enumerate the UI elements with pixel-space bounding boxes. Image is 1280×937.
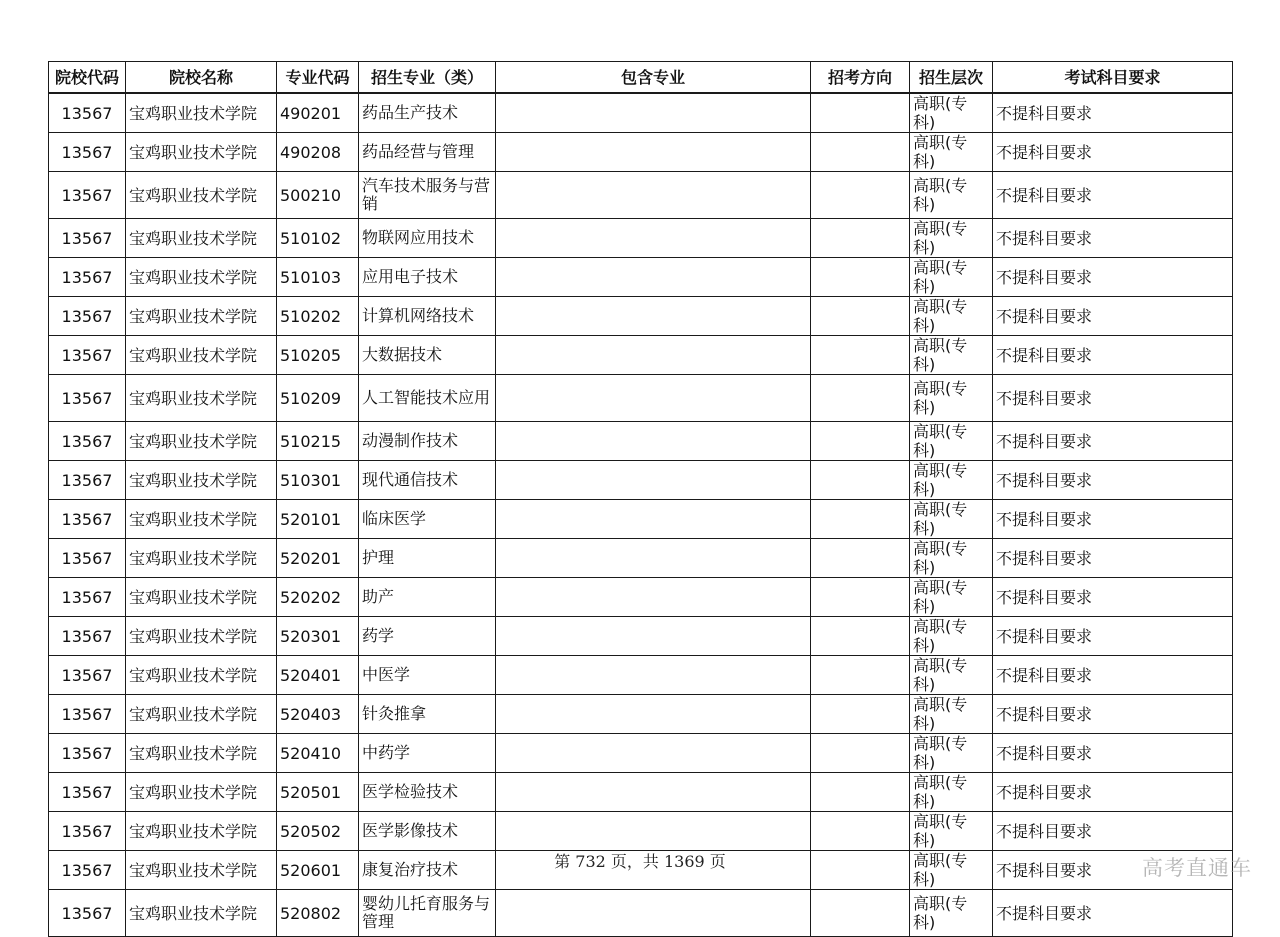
cell-major: 汽车技术服务与营销: [359, 172, 496, 219]
cell-direction: [811, 578, 910, 617]
cell-school-code: 13567: [49, 656, 126, 695]
cell-school-code: 13567: [49, 812, 126, 851]
cell-major: 中药学: [359, 734, 496, 773]
cell-direction: [811, 734, 910, 773]
cell-school-name: 宝鸡职业技术学院: [126, 336, 277, 375]
cell-direction: [811, 812, 910, 851]
cell-requirement: 不提科目要求: [993, 422, 1233, 461]
watermark-logo-text: 高考直通车: [1142, 856, 1252, 880]
cell-level: 高职(专科): [910, 773, 993, 812]
header-direction: 招考方向: [811, 62, 910, 94]
cell-school-code: 13567: [49, 375, 126, 422]
table-row: [49, 297, 1233, 336]
cell-major: 针灸推拿: [359, 695, 496, 734]
cell-included-majors: [496, 617, 811, 656]
cell-school-name: 宝鸡职业技术学院: [126, 812, 277, 851]
cell-major: 计算机网络技术: [359, 297, 496, 336]
cell-school-code: 13567: [49, 890, 126, 937]
header-school-code: 院校代码: [49, 62, 126, 94]
cell-major-code: 510215: [277, 422, 359, 461]
cell-school-name: 宝鸡职业技术学院: [126, 851, 277, 890]
cell-included-majors: [496, 219, 811, 258]
cell-included-majors: [496, 297, 811, 336]
cell-requirement: 不提科目要求: [993, 890, 1233, 937]
cell-requirement: 不提科目要求: [993, 93, 1233, 133]
cell-school-code: 13567: [49, 851, 126, 890]
cell-school-code: 13567: [49, 734, 126, 773]
header-school-name: 院校名称: [126, 62, 277, 94]
cell-requirement: 不提科目要求: [993, 656, 1233, 695]
cell-major-code: 520202: [277, 578, 359, 617]
cell-school-name: 宝鸡职业技术学院: [126, 258, 277, 297]
cell-level: 高职(专科): [910, 734, 993, 773]
cell-school-code: 13567: [49, 461, 126, 500]
cell-major-code: 510301: [277, 461, 359, 500]
table-row: [49, 422, 1233, 461]
cell-major: 药学: [359, 617, 496, 656]
cell-major: 临床医学: [359, 500, 496, 539]
cell-level: 高职(专科): [910, 375, 993, 422]
cell-level: 高职(专科): [910, 578, 993, 617]
cell-level: 高职(专科): [910, 422, 993, 461]
cell-major-code: 510202: [277, 297, 359, 336]
cell-direction: [811, 336, 910, 375]
cell-school-code: 13567: [49, 258, 126, 297]
cell-direction: [811, 773, 910, 812]
cell-level: 高职(专科): [910, 297, 993, 336]
cell-major: 中医学: [359, 656, 496, 695]
cell-requirement: 不提科目要求: [993, 461, 1233, 500]
cell-school-name: 宝鸡职业技术学院: [126, 539, 277, 578]
cell-direction: [811, 375, 910, 422]
cell-requirement: 不提科目要求: [993, 336, 1233, 375]
cell-major: 人工智能技术应用: [359, 375, 496, 422]
cell-school-name: 宝鸡职业技术学院: [126, 422, 277, 461]
cell-school-name: 宝鸡职业技术学院: [126, 375, 277, 422]
cell-major: 现代通信技术: [359, 461, 496, 500]
cell-major-code: 510205: [277, 336, 359, 375]
cell-direction: [811, 461, 910, 500]
cell-included-majors: [496, 812, 811, 851]
cell-level: 高职(专科): [910, 461, 993, 500]
cell-major-code: 510209: [277, 375, 359, 422]
cell-requirement: 不提科目要求: [993, 500, 1233, 539]
cell-direction: [811, 93, 910, 133]
cell-major-code: 520101: [277, 500, 359, 539]
cell-requirement: 不提科目要求: [993, 133, 1233, 172]
cell-school-name: 宝鸡职业技术学院: [126, 461, 277, 500]
cell-included-majors: [496, 773, 811, 812]
cell-level: 高职(专科): [910, 258, 993, 297]
table-row: [49, 258, 1233, 297]
cell-major: 物联网应用技术: [359, 219, 496, 258]
cell-major: 动漫制作技术: [359, 422, 496, 461]
table-row: [49, 812, 1233, 851]
cell-major-code: 520802: [277, 890, 359, 937]
cell-level: 高职(专科): [910, 133, 993, 172]
cell-direction: [811, 617, 910, 656]
cell-major: 药品生产技术: [359, 93, 496, 133]
header-row: [49, 62, 1233, 94]
cell-direction: [811, 890, 910, 937]
table-row: [49, 656, 1233, 695]
cell-school-name: 宝鸡职业技术学院: [126, 133, 277, 172]
cell-school-name: 宝鸡职业技术学院: [126, 890, 277, 937]
cell-school-name: 宝鸡职业技术学院: [126, 93, 277, 133]
cell-requirement: 不提科目要求: [993, 219, 1233, 258]
cell-school-name: 宝鸡职业技术学院: [126, 773, 277, 812]
cell-requirement: 不提科目要求: [993, 297, 1233, 336]
table-header: [49, 62, 1233, 94]
cell-requirement: 不提科目要求: [993, 812, 1233, 851]
cell-requirement: 不提科目要求: [993, 172, 1233, 219]
cell-major-code: 520501: [277, 773, 359, 812]
cell-included-majors: [496, 695, 811, 734]
table-row: [49, 539, 1233, 578]
cell-direction: [811, 656, 910, 695]
table-row: [49, 734, 1233, 773]
cell-level: 高职(专科): [910, 695, 993, 734]
cell-major-code: 520410: [277, 734, 359, 773]
cell-included-majors: [496, 461, 811, 500]
cell-direction: [811, 422, 910, 461]
cell-school-code: 13567: [49, 133, 126, 172]
cell-school-code: 13567: [49, 617, 126, 656]
header-major-code: 专业代码: [277, 62, 359, 94]
table-row: [49, 219, 1233, 258]
cell-requirement: 不提科目要求: [993, 539, 1233, 578]
cell-requirement: 不提科目要求: [993, 851, 1233, 890]
cell-requirement: 不提科目要求: [993, 773, 1233, 812]
cell-included-majors: [496, 890, 811, 937]
cell-level: 高职(专科): [910, 336, 993, 375]
cell-direction: [811, 695, 910, 734]
table-body: [49, 93, 1233, 937]
cell-school-name: 宝鸡职业技术学院: [126, 656, 277, 695]
table-row: [49, 500, 1233, 539]
cell-school-code: 13567: [49, 695, 126, 734]
table-row: [49, 578, 1233, 617]
table-row: [49, 172, 1233, 219]
cell-included-majors: [496, 172, 811, 219]
cell-school-code: 13567: [49, 500, 126, 539]
cell-direction: [811, 297, 910, 336]
cell-major-code: 520502: [277, 812, 359, 851]
cell-included-majors: [496, 422, 811, 461]
cell-major-code: 490208: [277, 133, 359, 172]
cell-included-majors: [496, 656, 811, 695]
cell-included-majors: [496, 336, 811, 375]
table-row: [49, 617, 1233, 656]
cell-major-code: 520201: [277, 539, 359, 578]
cell-major-code: 520601: [277, 851, 359, 890]
cell-direction: [811, 500, 910, 539]
cell-major-code: 490201: [277, 93, 359, 133]
header-major: 招生专业（类）: [359, 62, 496, 94]
cell-direction: [811, 539, 910, 578]
cell-school-code: 13567: [49, 93, 126, 133]
cell-school-name: 宝鸡职业技术学院: [126, 695, 277, 734]
cell-school-name: 宝鸡职业技术学院: [126, 578, 277, 617]
table-row: [49, 133, 1233, 172]
cell-school-code: 13567: [49, 336, 126, 375]
header-requirement: 考试科目要求: [993, 62, 1233, 94]
cell-school-code: 13567: [49, 172, 126, 219]
cell-school-code: 13567: [49, 422, 126, 461]
cell-school-code: 13567: [49, 773, 126, 812]
cell-level: 高职(专科): [910, 500, 993, 539]
cell-school-name: 宝鸡职业技术学院: [126, 172, 277, 219]
cell-level: 高职(专科): [910, 539, 993, 578]
cell-requirement: 不提科目要求: [993, 734, 1233, 773]
cell-major: 药品经营与管理: [359, 133, 496, 172]
cell-included-majors: [496, 734, 811, 773]
cell-included-majors: [496, 93, 811, 133]
cell-requirement: 不提科目要求: [993, 695, 1233, 734]
cell-direction: [811, 172, 910, 219]
cell-major: 医学检验技术: [359, 773, 496, 812]
cell-included-majors: [496, 539, 811, 578]
cell-school-name: 宝鸡职业技术学院: [126, 617, 277, 656]
cell-school-name: 宝鸡职业技术学院: [126, 500, 277, 539]
cell-major: 医学影像技术: [359, 812, 496, 851]
table-row: [49, 336, 1233, 375]
cell-direction: [811, 219, 910, 258]
table-row: [49, 375, 1233, 422]
cell-direction: [811, 133, 910, 172]
cell-level: 高职(专科): [910, 890, 993, 937]
cell-school-name: 宝鸡职业技术学院: [126, 734, 277, 773]
cell-requirement: 不提科目要求: [993, 578, 1233, 617]
cell-level: 高职(专科): [910, 617, 993, 656]
cell-direction: [811, 258, 910, 297]
cell-school-code: 13567: [49, 578, 126, 617]
cell-included-majors: [496, 375, 811, 422]
cell-level: 高职(专科): [910, 656, 993, 695]
cell-major-code: 510103: [277, 258, 359, 297]
cell-included-majors: [496, 500, 811, 539]
cell-requirement: 不提科目要求: [993, 375, 1233, 422]
cell-included-majors: [496, 133, 811, 172]
page-number-footer: 第 732 页，共 1369 页: [554, 852, 726, 871]
cell-school-name: 宝鸡职业技术学院: [126, 219, 277, 258]
cell-school-code: 13567: [49, 219, 126, 258]
admissions-table: [48, 61, 1233, 937]
cell-included-majors: [496, 578, 811, 617]
header-included-majors: 包含专业: [496, 62, 811, 94]
cell-level: 高职(专科): [910, 851, 993, 890]
cell-major: 助产: [359, 578, 496, 617]
cell-school-code: 13567: [49, 539, 126, 578]
table-row: [49, 93, 1233, 133]
cell-major: 大数据技术: [359, 336, 496, 375]
cell-major: 婴幼儿托育服务与管理: [359, 890, 496, 937]
cell-level: 高职(专科): [910, 172, 993, 219]
cell-major-code: 510102: [277, 219, 359, 258]
cell-major-code: 500210: [277, 172, 359, 219]
table-row: [49, 773, 1233, 812]
table-row: [49, 695, 1233, 734]
table-row: [49, 461, 1233, 500]
cell-requirement: 不提科目要求: [993, 258, 1233, 297]
cell-school-code: 13567: [49, 297, 126, 336]
cell-major: 康复治疗技术: [359, 851, 496, 890]
cell-major: 应用电子技术: [359, 258, 496, 297]
cell-major: 护理: [359, 539, 496, 578]
cell-major-code: 520401: [277, 656, 359, 695]
table-row: [49, 890, 1233, 937]
cell-level: 高职(专科): [910, 93, 993, 133]
cell-included-majors: [496, 258, 811, 297]
cell-level: 高职(专科): [910, 812, 993, 851]
cell-major-code: 520403: [277, 695, 359, 734]
cell-major-code: 520301: [277, 617, 359, 656]
cell-school-name: 宝鸡职业技术学院: [126, 297, 277, 336]
cell-level: 高职(专科): [910, 219, 993, 258]
header-level: 招生层次: [910, 62, 993, 94]
cell-requirement: 不提科目要求: [993, 617, 1233, 656]
